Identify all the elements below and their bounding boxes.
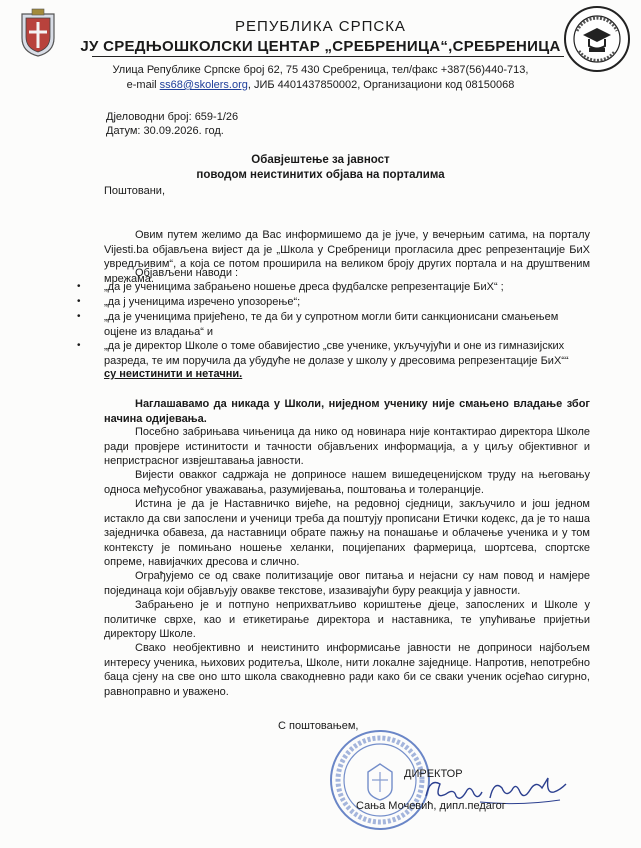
registration-info: , ЈИБ 4401437850002, Организациони код 08150068: [247, 79, 515, 91]
bullet-icon: •: [77, 340, 81, 351]
paragraph-politics: Ограђујемо се од сваке политизације овог питања и нејасни су нам повод и намјере појединаца који објављују овакве текстове, изазивајући буру реакција у јавности.: [104, 570, 590, 597]
allegation-item: „да је директор Школе о томе обавијестио „све ученике, укључујући и оне из гимназијских разреда, те им поручила да убудуће не долазе у школу у дресовима репрезентације БиХ““: [104, 340, 569, 367]
subject-title: Обавјештење за јавност: [251, 154, 390, 166]
allegation-item: „да је ученицима забрањено ношење дреса фудбалске репрезентације БиХ“ ;: [104, 281, 504, 293]
reference-number: Дјеловодни број: 659-1/26: [106, 111, 239, 123]
paragraph-values: Вијести овакког садржаја не доприносе нашем вишедеценијском труду на његовању односа међусобног уважавања, разумијевања, поштовања и толеранције.: [104, 469, 590, 496]
director-name: Сања Мочевић, дипл.педагог: [356, 800, 506, 812]
director-title: ДИРЕКТОР: [404, 768, 463, 780]
document-date: Датум: 30.09.2026. год.: [106, 125, 224, 137]
untrue-statement: су неистинити и нетачни.: [104, 368, 243, 380]
subject-subtitle: поводом неистинитих објава на порталима: [196, 169, 445, 181]
letterhead-contact: [0, 79, 641, 91]
official-stamp-icon: [328, 728, 432, 832]
letterhead-school-name: ЈУ СРЕДЊОШКОЛСКИ ЦЕНТАР „СРЕБРЕНИЦА“,СРЕБРЕНИЦА: [80, 38, 561, 55]
paragraph-intro: Овим путем желимо да Вас информишемо да је јуче, у вечерњим сатима, на порталу Vijesti.ba објављена вијест да је „Школа у Сребреници прогласила дрес репрезентације БиХ увредљивим“, а која се потом проширила на великом броју других портала и на друштвеним мрежама.: [104, 229, 590, 285]
email-link[interactable]: ss68@skolers.org: [159, 79, 248, 91]
letterhead-address: Улица Републике Српске број 62, 75 430 Сребреница, тел/факс +387(56)440-713,: [112, 64, 529, 76]
paragraph-conclusion: Свако необјективно и неистинито информисање јавности не доприноси најбољем интересу ученика, њихових родитеља, Школе, нити локалне заједнице. Напротив, непотребно баца сјену на све оно што школа свакодневно ради како би се сваки ученик осјећао сигурно, равноправно и уважено.: [104, 642, 590, 698]
greeting: Поштовани,: [104, 185, 165, 197]
paragraph-concern: Посебно забрињава чињеница да нико од новинара није контактирао директора Школе ради провјере истинитости и тачности објављених информација, а у циљу објективног и непристрасног извјештавања јавности.: [104, 426, 590, 467]
closing-salutation: С поштовањем,: [278, 720, 359, 732]
email-prefix: e-mail: [126, 79, 160, 91]
allegation-item: „да ј ученицима изречено упозорење“;: [104, 296, 301, 308]
allegation-item: „да је ученицима пријећено, те да би у супротном могли бити санкционисани смањењем оцјене из владања“ и: [104, 311, 559, 338]
bullet-icon: •: [77, 296, 81, 307]
letterhead-divider: [92, 56, 564, 57]
bullet-icon: •: [77, 311, 81, 322]
letterhead-country: РЕПУБЛИКА СРПСКА: [235, 18, 406, 35]
paragraph-emphasis: Наглашавамо да никада у Школи, ниједном ученику није смањено владање због начина одијевања.: [104, 398, 590, 425]
bullet-icon: •: [77, 281, 81, 292]
paragraph-truth: Истина је да је Наставничко вијеће, на редовној сједници, закључило и још једном истакло да сви запослени и ученици треба да поштују прописани Етички кодекс, да је то наша заједничка обавеза, да наставници обрате пажњу на понашање и облачење ученика и у том контексту је помињано ношење хеланки, поцијепаних фармерица, шортсева, спортске опреме, навијачких дресова и слично.: [104, 498, 590, 568]
allegations-intro: Објављени наводи :: [135, 267, 239, 279]
paragraph-prohibition: Забрањено је и потпуно неприхватљиво кориштење дјеце, запослених и Школе у политичке сврхе, као и етикетирање директора и наставника, те упућивање пријетњи директору Школе.: [104, 599, 590, 640]
